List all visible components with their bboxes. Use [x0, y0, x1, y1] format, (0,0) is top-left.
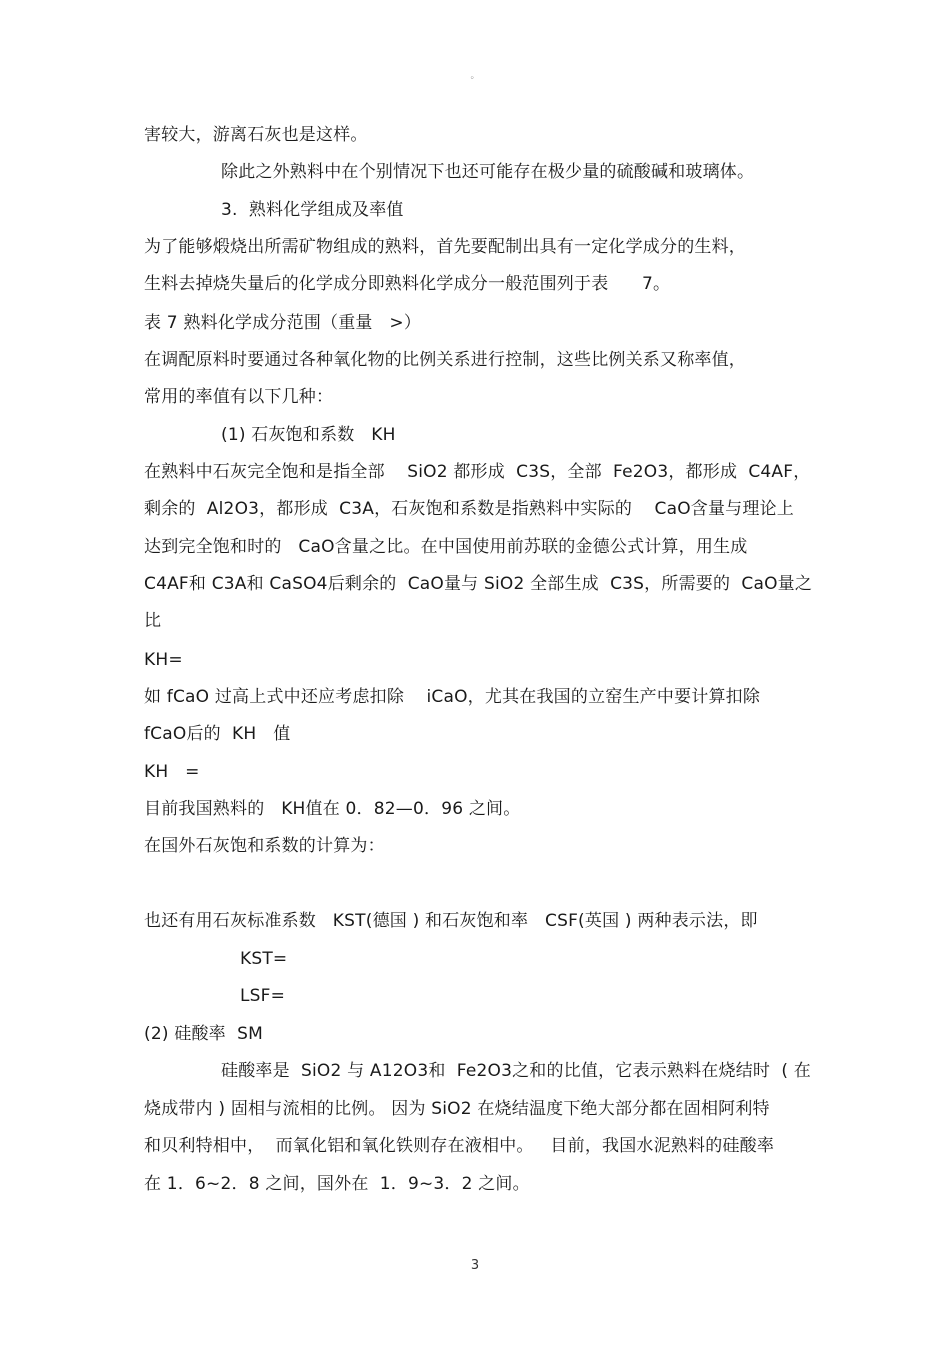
page-number: 3 — [470, 1258, 480, 1273]
body-line: 常用的率值有以下几种： — [144, 387, 334, 407]
body-line: 达到完全饱和时的 CaO含量之比。在中国使用前苏联的金德公式计算，用生成 — [144, 537, 748, 557]
formula-label: KH= — [144, 650, 183, 670]
body-line: 硅酸率是 SiO2 与 A12O3和 Fe2O3之和的比值，它表示熟料在烧结时 ( 在 — [221, 1061, 811, 1081]
body-line: 除此之外熟料中在个别情况下也还可能存在极少量的硫酸碱和玻璃体。 — [221, 162, 755, 182]
body-line: 生料去掉烧失量后的化学成分即熟料化学成分一般范围列于表 7。 — [144, 274, 671, 294]
table-caption: 表 7 熟料化学成分范围（重量 >） — [144, 313, 422, 333]
body-line: 也还有用石灰标准系数 KST(德国 ) 和石灰饱和率 CSF(英国 ) 两种表示法，即 — [144, 911, 758, 931]
formula-label: LSF= — [240, 986, 286, 1006]
body-line: 如 fCaO 过高上式中还应考虑扣除 iCaO，尤其在我国的立窑生产中要计算扣除 — [144, 687, 761, 707]
body-line: 在国外石灰饱和系数的计算为： — [144, 836, 385, 856]
body-line: 为了能够煅烧出所需矿物组成的熟料，首先要配制出具有一定化学成分的生料， — [144, 237, 746, 257]
header-mark: 。 — [470, 71, 480, 81]
body-line: 烧成带内 ) 固相与流相的比例。 因为 SiO2 在烧结温度下绝大部分都在固相阿利特 — [144, 1099, 770, 1119]
body-line: 害较大，游离石灰也是这样。 — [144, 125, 368, 145]
section-heading: 3. 熟料化学组成及率值 — [221, 200, 404, 220]
formula-label: KH = — [144, 762, 200, 782]
body-line: C4AF和 C3A和 CaSO4后剩余的 CaO量与 SiO2 全部生成 C3S，所需要的 CaO量之 — [144, 574, 813, 594]
body-line: 在 1．6~2．8 之间，国外在 1．9~3．2 之间。 — [144, 1174, 530, 1194]
body-line: 在熟料中石灰完全饱和是指全部 SiO2 都形成 C3S，全部 Fe2O3，都形成 C4AF， — [144, 462, 811, 482]
body-line: 剩余的 Al2O3，都形成 C3A，石灰饱和系数是指熟料中实际的 CaO含量与理论上 — [144, 499, 794, 519]
formula-label: KST= — [240, 949, 288, 969]
subsection-heading: (2) 硅酸率 SM — [144, 1024, 263, 1044]
body-line: 比 — [144, 611, 162, 631]
subsection-heading: (1) 石灰饱和系数 KH — [221, 425, 396, 445]
body-line: 目前我国熟料的 KH值在 0．82—0．96 之间。 — [144, 799, 521, 819]
body-line: 和贝利特相中， 而氧化铝和氧化铁则存在液相中。 目前，我国水泥熟料的硅酸率 — [144, 1136, 775, 1156]
body-line: fCaO后的 KH 值 — [144, 724, 291, 744]
body-line: 在调配原料时要通过各种氧化物的比例关系进行控制，这些比例关系又称率值， — [144, 350, 746, 370]
